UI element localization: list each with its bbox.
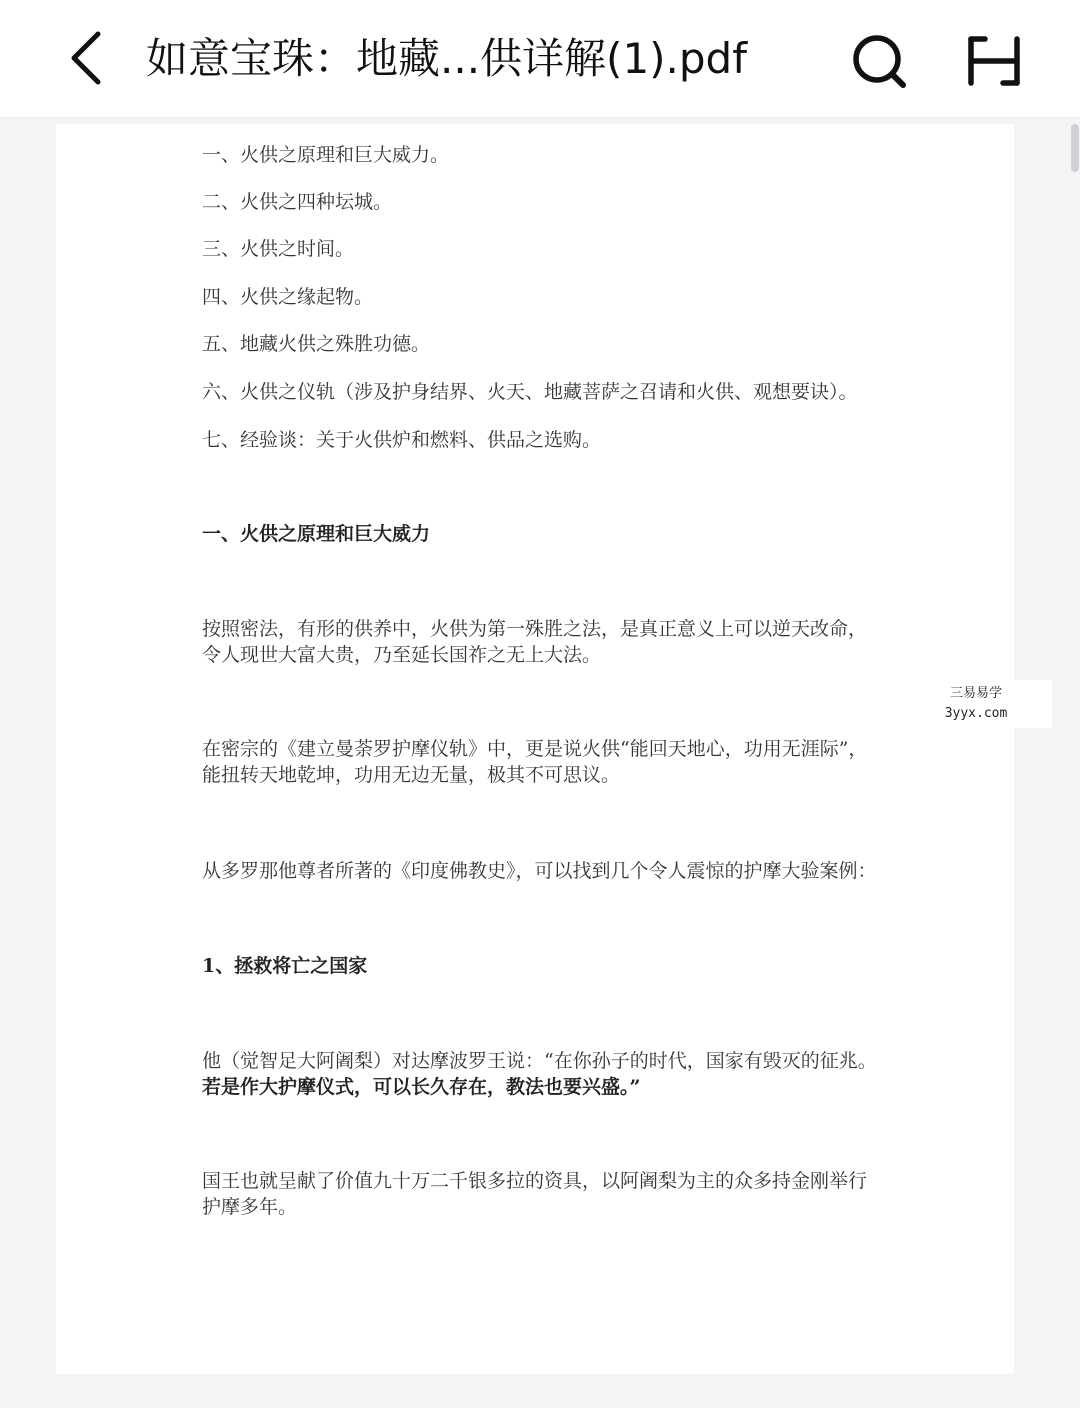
back-button[interactable] xyxy=(56,22,116,94)
paragraph-1-line-2: 令人现世大富大贵，乃至延长国祚之无上大法。 xyxy=(202,644,602,666)
scrollbar-track[interactable] xyxy=(1064,120,1080,1408)
paragraph-4 xyxy=(202,1048,877,1100)
paragraph-2 xyxy=(202,736,874,788)
search-button[interactable] xyxy=(846,28,912,94)
toc-item-3: 三、火供之时间。 xyxy=(202,238,355,260)
paragraph-5-line-2: 护摩多年。 xyxy=(202,1196,298,1218)
paragraph-5-line-1: 国王也就呈献了价值九十万二千银多拉的资具，以阿阇梨为主的众多持金刚举行 xyxy=(202,1170,868,1192)
paragraph-2-line-2: 能扭转天地乾坤，功用无边无量，极其不可思议。 xyxy=(202,764,621,786)
subheading-1: 1、拯救将亡之国家 xyxy=(202,955,368,977)
top-bar xyxy=(0,0,1080,118)
section-heading: 一、火供之原理和巨大威力 xyxy=(202,523,431,545)
paragraph-1-line-1: 按照密法，有形的供养中，火供为第一殊胜之法，是真正意义上可以逆天改命， xyxy=(202,618,868,640)
paragraph-4-line-2: 若是作大护摩仪式，可以长久存在，教法也要兴盛。” xyxy=(202,1076,641,1098)
chevron-left-icon xyxy=(66,28,106,88)
paragraph-4-line-1: 他（觉智足大阿阇梨）对达摩波罗王说：“在你孙子的时代，国家有毁灭的征兆。 xyxy=(202,1050,877,1072)
paragraph-2-line-1: 在密宗的《建立曼荼罗护摩仪轨》中，更是说火供“能回天地心，功用无涯际”， xyxy=(202,738,868,760)
document-title: 如意宝珠：地藏...供详解(1).pdf xyxy=(146,34,748,83)
toggle-menu-button[interactable] xyxy=(958,28,1030,94)
toc-item-7: 七、经验谈：关于火供炉和燃料、供品之选购。 xyxy=(202,429,602,451)
paragraph-3 xyxy=(202,858,877,884)
toc-item-2: 二、火供之四种坛城。 xyxy=(202,191,393,213)
paragraph-3-line-1: 从多罗那他尊者所著的《印度佛教史》，可以找到几个令人震惊的护摩大验案例： xyxy=(202,860,877,882)
watermark xyxy=(900,680,1052,728)
toc-item-6: 六、火供之仪轨（涉及护身结界、火天、地藏菩萨之召请和火供、观想要诀）。 xyxy=(202,381,858,403)
watermark-line-1: 三易易学 xyxy=(949,686,1002,701)
toc-item-5: 五、地藏火供之殊胜功德。 xyxy=(202,333,431,355)
toc-item-4: 四、火供之缘起物。 xyxy=(202,286,374,308)
watermark-line-2: 3yyx.com xyxy=(944,706,1008,721)
toc-item-1: 一、火供之原理和巨大威力。 xyxy=(202,144,450,166)
pdf-page[interactable] xyxy=(56,124,1014,1374)
toggle-menu-icon xyxy=(965,35,1023,87)
paragraph-1 xyxy=(202,616,874,668)
search-icon xyxy=(849,31,909,91)
paragraph-5 xyxy=(202,1168,874,1220)
scrollbar-thumb[interactable] xyxy=(1071,124,1079,172)
